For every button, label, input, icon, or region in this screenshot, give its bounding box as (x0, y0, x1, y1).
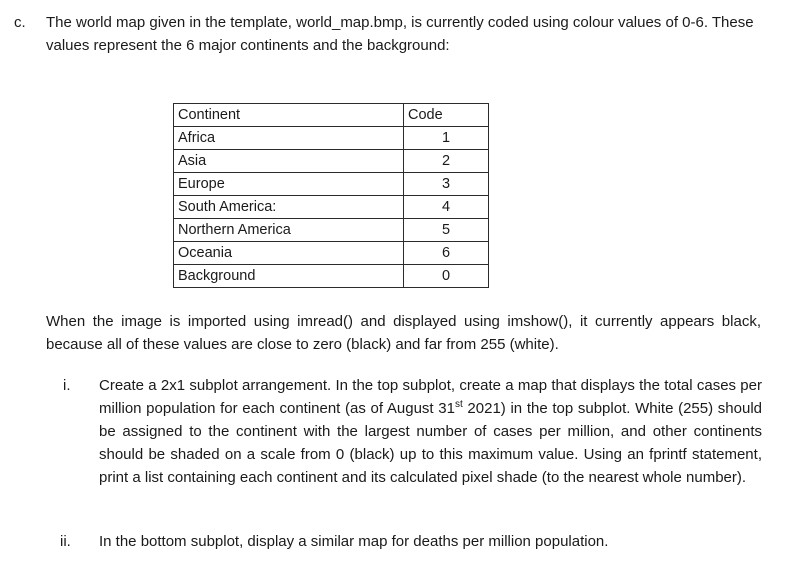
item-ii-text: In the bottom subplot, display a similar map for deaths per million population. (99, 533, 609, 550)
table-header-row (174, 104, 489, 127)
continent-cell: Asia (174, 150, 404, 173)
table-row (174, 196, 489, 219)
code-cell: 4 (404, 196, 489, 219)
table-row (174, 219, 489, 242)
item-i-text-part1: Create a 2x1 subplot arrangement. In the top subplot, create a map that displays the total cases per million population for each continent (as of August 31 (99, 377, 762, 417)
code-cell: 6 (404, 242, 489, 265)
table-row (174, 173, 489, 196)
continent-cell: South America: (174, 196, 404, 219)
intro-paragraph: The world map given in the template, world_map.bmp, is currently coded using colour values of 0-6. These values represent the 6 major continents and the background: (46, 14, 754, 54)
continent-cell: Africa (174, 127, 404, 150)
item-ii-label: ii. (60, 533, 71, 550)
code-cell: 5 (404, 219, 489, 242)
item-i-label: i. (63, 377, 71, 394)
code-cell: 1 (404, 127, 489, 150)
item-i-text-part2: 2021) in the top subplot. White (255) should be assigned to the continent with the largest number of cases per million, and other continents should be shaded on a scale from 0 (black) up to this maximum value. Using an fprintf statement, print a list containing each continent and its calculated pixel shade (to the nearest whole number). (99, 400, 762, 486)
code-cell: 3 (404, 173, 489, 196)
continent-cell: Background (174, 265, 404, 288)
code-cell: 0 (404, 265, 489, 288)
table-row (174, 150, 489, 173)
imread-paragraph: When the image is imported using imread() and displayed using imshow(), it currently appears black, because all of these values are close to zero (black) and far from 255 (white). (46, 313, 761, 353)
continent-cell: Oceania (174, 242, 404, 265)
ordinal-suffix: st (454, 399, 463, 410)
item-i-text (99, 374, 762, 489)
table-row (174, 242, 489, 265)
code-cell: 2 (404, 150, 489, 173)
table-row (174, 127, 489, 150)
header-code: Code (404, 104, 489, 127)
continent-cell: Europe (174, 173, 404, 196)
header-continent: Continent (174, 104, 404, 127)
continent-code-table (173, 103, 489, 288)
table-row (174, 265, 489, 288)
section-label: c. (14, 14, 26, 31)
continent-cell: Northern America (174, 219, 404, 242)
